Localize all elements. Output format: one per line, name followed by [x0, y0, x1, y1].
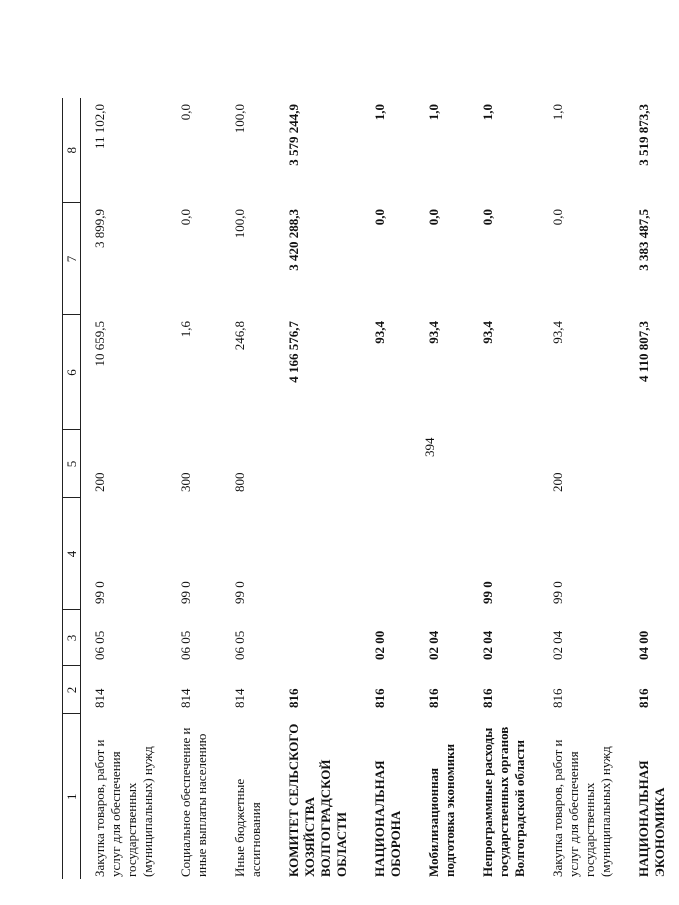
cell-c4: 99 0	[92, 581, 107, 604]
cell-c6: 4 110 807,3	[636, 321, 651, 383]
cell-c2: 816	[286, 688, 301, 708]
cell-c7: 100,0	[232, 209, 247, 239]
table-row	[415, 98, 469, 879]
row-name-cell: НАЦИОНАЛЬНАЯ ОБОРОНА	[372, 760, 403, 877]
row-name-cell: Закупка товаров, работ и услуг для обеспечения государственных (муниципальных) нужд	[92, 739, 155, 877]
cell-c8: 1,0	[426, 104, 441, 121]
cell-c5	[625, 430, 679, 498]
cell-c5: 200	[550, 472, 565, 492]
cell-c4	[275, 498, 361, 610]
cell-c7: 3 420 288,3	[286, 209, 301, 271]
cell-c4: 99 0	[232, 581, 247, 604]
cell-c2: 816	[480, 688, 495, 708]
row-name-cell: НАЦИОНАЛЬНАЯ ЭКОНОМИКА	[636, 760, 667, 877]
row-name-cell: Иные бюджетные ассигнования	[232, 778, 263, 877]
cell-c2: 816	[550, 688, 565, 708]
cell-c4	[625, 498, 679, 610]
cell-c5: 800	[232, 472, 247, 492]
cell-c8: 1,0	[550, 104, 565, 121]
cell-c4: 99 0	[550, 581, 565, 604]
row-name-cell: Мобилизационная подготовка экономики	[426, 743, 457, 877]
cell-c7: 3 383 487,5	[636, 209, 651, 271]
cell-c3: 02 04	[480, 630, 495, 660]
row-name-cell: Социальное обеспечение и иные выплаты населению	[178, 727, 209, 877]
cell-c2: 814	[232, 688, 247, 708]
cell-c6: 4 166 576,7	[286, 321, 301, 383]
cell-c8: 3 519 873,3	[636, 104, 651, 166]
table-row	[167, 98, 221, 879]
header-col-7: 7	[63, 203, 81, 315]
cell-c6: 10 659,5	[92, 321, 107, 367]
table-row	[469, 98, 539, 879]
cell-c4: 99 0	[178, 581, 193, 604]
cell-c3: 02 04	[426, 630, 441, 660]
cell-c3: 06 05	[178, 630, 193, 660]
cell-c8: 100,0	[232, 104, 247, 134]
header-col-3: 3	[63, 610, 81, 666]
cell-c6: 93,4	[550, 321, 565, 344]
header-col-4: 4	[63, 498, 81, 610]
row-name-cell: Непрограммные расходы государственных органов Волгоградской области	[480, 726, 527, 877]
header-col-1: 1	[63, 714, 81, 879]
header-row	[63, 98, 81, 879]
cell-c5	[469, 430, 539, 498]
cell-c4	[361, 498, 415, 610]
cell-c2: 814	[178, 688, 193, 708]
table-row	[81, 98, 168, 879]
cell-c7: 0,0	[550, 209, 565, 226]
table-row	[625, 98, 679, 879]
cell-c6: 93,4	[372, 321, 387, 344]
cell-c3: 04 00	[636, 630, 651, 660]
cell-c7: 0,0	[480, 209, 495, 226]
cell-c7: 3 899,9	[92, 209, 107, 248]
header-col-5: 5	[63, 430, 81, 498]
cell-c5: 200	[92, 472, 107, 492]
cell-c2: 816	[372, 688, 387, 708]
cell-c7: 0,0	[426, 209, 441, 226]
table-row	[275, 98, 361, 879]
cell-c8: 0,0	[178, 104, 193, 121]
table-row	[361, 98, 415, 879]
cell-c8: 11 102,0	[92, 104, 107, 150]
cell-c8: 3 579 244,9	[286, 104, 301, 166]
cell-c3: 02 04	[550, 630, 565, 660]
cell-c6: 93,4	[426, 321, 441, 344]
table-row	[221, 98, 275, 879]
row-name-cell: КОМИТЕТ СЕЛЬСКОГО ХОЗЯЙСТВА ВОЛГОГРАДСКОЙ ОБЛАСТИ	[286, 723, 349, 877]
cell-c5: 300	[178, 472, 193, 492]
cell-c3	[275, 610, 361, 666]
cell-c6: 93,4	[480, 321, 495, 344]
cell-c5	[275, 430, 361, 498]
cell-c2: 814	[92, 688, 107, 708]
cell-c4	[415, 498, 469, 610]
budget-table	[62, 98, 679, 879]
cell-c7: 0,0	[372, 209, 387, 226]
table-row	[539, 98, 625, 879]
cell-c7: 0,0	[178, 209, 193, 226]
cell-c3: 06 05	[92, 630, 107, 660]
cell-c2: 816	[636, 688, 651, 708]
cell-c5	[361, 430, 415, 498]
cell-c3: 06 05	[232, 630, 247, 660]
cell-c6: 246,8	[232, 321, 247, 351]
cell-c6: 1,6	[178, 321, 193, 338]
header-col-6: 6	[63, 315, 81, 430]
header-col-8: 8	[63, 98, 81, 203]
cell-c4: 99 0	[480, 581, 495, 604]
header-col-2: 2	[63, 666, 81, 714]
cell-c8: 1,0	[372, 104, 387, 121]
row-name-cell: Закупка товаров, работ и услуг для обеспечения государственных (муниципальных) нужд	[550, 739, 613, 877]
cell-c8: 1,0	[480, 104, 495, 121]
cell-c2: 816	[426, 688, 441, 708]
cell-c5	[415, 430, 469, 498]
cell-c3: 02 00	[372, 630, 387, 660]
page-number: 394	[422, 437, 437, 457]
